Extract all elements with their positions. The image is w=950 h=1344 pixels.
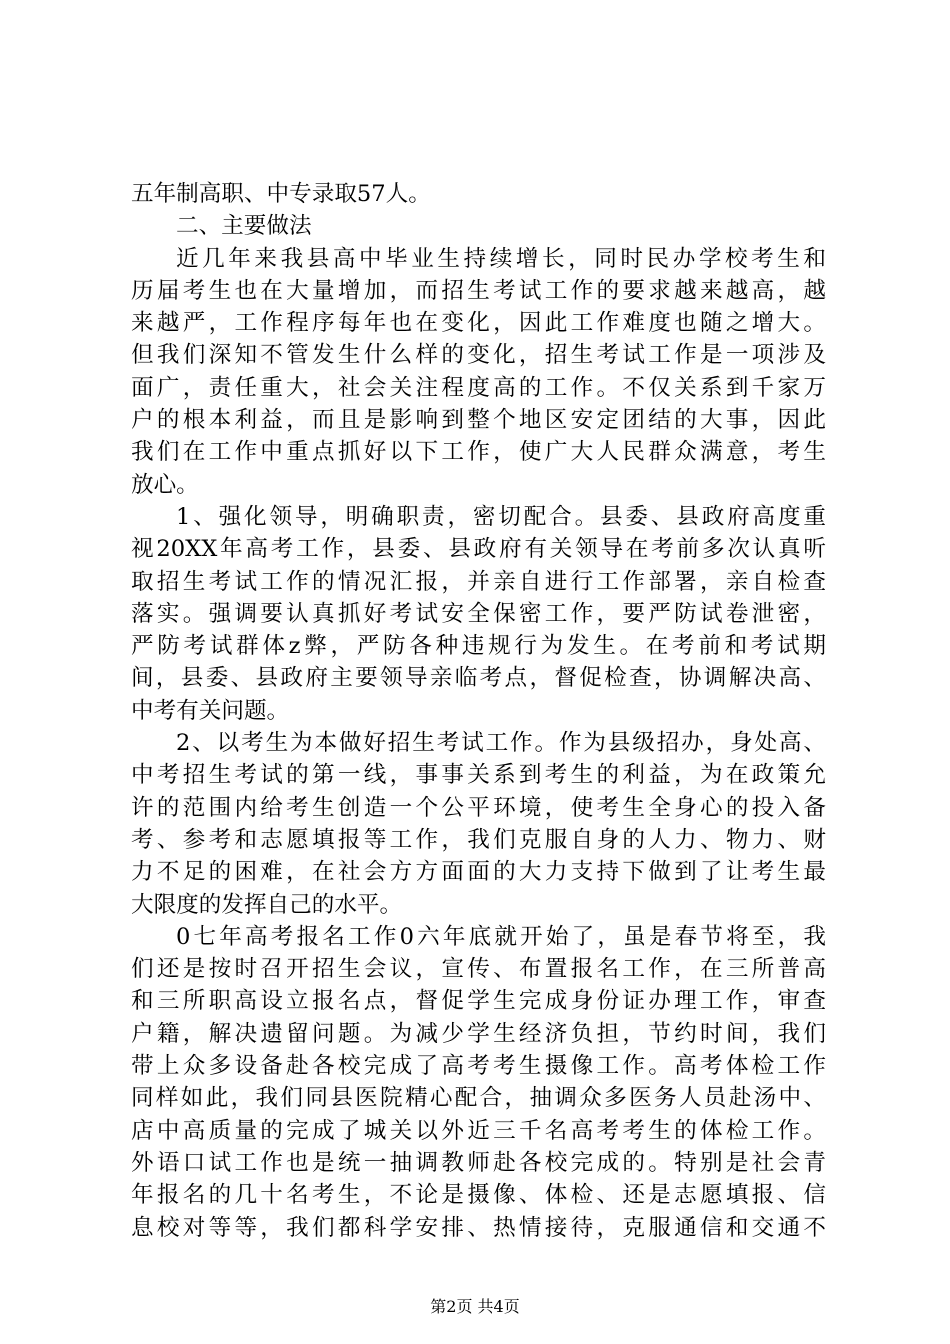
text-line: 力不足的困难，在社会方方面面的大力支持下做到了让考生最 bbox=[131, 859, 826, 886]
text-line: 五年制高职、中专录取57人。 bbox=[131, 181, 431, 207]
text-line: 年报名的几十名考生，不论是摄像、体检、还是志愿填报、信 bbox=[131, 1182, 826, 1209]
text-line: 近几年来我县高中毕业生持续增长，同时民办学校考生和 bbox=[176, 245, 826, 272]
text-line: 中考招生考试的第一线，事事关系到考生的利益，为在政策允 bbox=[131, 762, 826, 789]
text-line: 考、参考和志愿填报等工作，我们克服自身的人力、物力、财 bbox=[131, 826, 826, 853]
text-line: 2、以考生为本做好招生考试工作。作为县级招办，身处高、 bbox=[176, 730, 826, 757]
text-line: 间，县委、县政府主要领导亲临考点，督促检查，协调解决高、 bbox=[131, 665, 826, 692]
text-line: 但我们深知不管发生什么样的变化，招生考试工作是一项涉及 bbox=[131, 342, 826, 369]
text-line: 们还是按时召开招生会议，宣传、布置报名工作，在三所普高 bbox=[131, 956, 826, 983]
text-line: 户籍，解决遗留问题。为减少学生经济负担，节约时间，我们 bbox=[131, 1020, 826, 1047]
text-line: 同样如此，我们同县医院精心配合，抽调众多医务人员赴汤中、 bbox=[131, 1085, 826, 1112]
text-line: 带上众多设备赴各校完成了高考考生摄像工作。高考体检工作 bbox=[131, 1053, 826, 1080]
text-line: 来越严，工作程序每年也在变化，因此工作难度也随之增大。 bbox=[131, 310, 826, 337]
text-line: 我们在工作中重点抓好以下工作，使广大人民群众满意，考生 bbox=[131, 439, 826, 466]
text-line: 0七年高考报名工作0六年底就开始了，虽是春节将至，我 bbox=[176, 923, 826, 950]
text-line: 视20XX年高考工作，县委、县政府有关领导在考前多次认真听 bbox=[131, 536, 826, 563]
text-line: 严防考试群体z弊，严防各种违规行为发生。在考前和考试期 bbox=[131, 633, 826, 660]
text-line: 取招生考试工作的情况汇报，并亲自进行工作部署，亲自检查 bbox=[131, 568, 826, 595]
text-line: 二、主要做法 bbox=[176, 213, 312, 240]
text-line: 和三所职高设立报名点，督促学生完成身份证办理工作，审查 bbox=[131, 988, 826, 1015]
text-line: 外语口试工作也是统一抽调教师赴各校完成的。特别是社会青 bbox=[131, 1149, 826, 1176]
text-line: 店中高质量的完成了城关以外近三千名高考考生的体检工作。 bbox=[131, 1117, 826, 1144]
text-line: 息校对等等，我们都科学安排、热情接待，克服通信和交通不 bbox=[131, 1214, 826, 1241]
text-line: 许的范围内给考生创造一个公平环境，使考生全身心的投入备 bbox=[131, 794, 826, 821]
text-line: 1、强化领导，明确职责，密切配合。县委、县政府高度重 bbox=[176, 503, 826, 530]
text-line: 户的根本利益，而且是影响到整个地区安定团结的大事，因此 bbox=[131, 407, 826, 434]
text-line: 落实。强调要认真抓好考试安全保密工作，要严防试卷泄密， bbox=[131, 600, 826, 627]
document-body bbox=[131, 178, 826, 1244]
text-line: 放心。 bbox=[131, 471, 199, 498]
text-line: 面广，责任重大，社会关注程度高的工作。不仅关系到千家万 bbox=[131, 374, 826, 401]
text-line: 中考有关问题。 bbox=[131, 697, 290, 724]
text-line: 大限度的发挥自己的水平。 bbox=[131, 891, 403, 918]
page-footer: 第2页 共4页 bbox=[430, 1297, 520, 1316]
text-line: 历届考生也在大量增加，而招生考试工作的要求越来越高，越 bbox=[131, 277, 826, 304]
